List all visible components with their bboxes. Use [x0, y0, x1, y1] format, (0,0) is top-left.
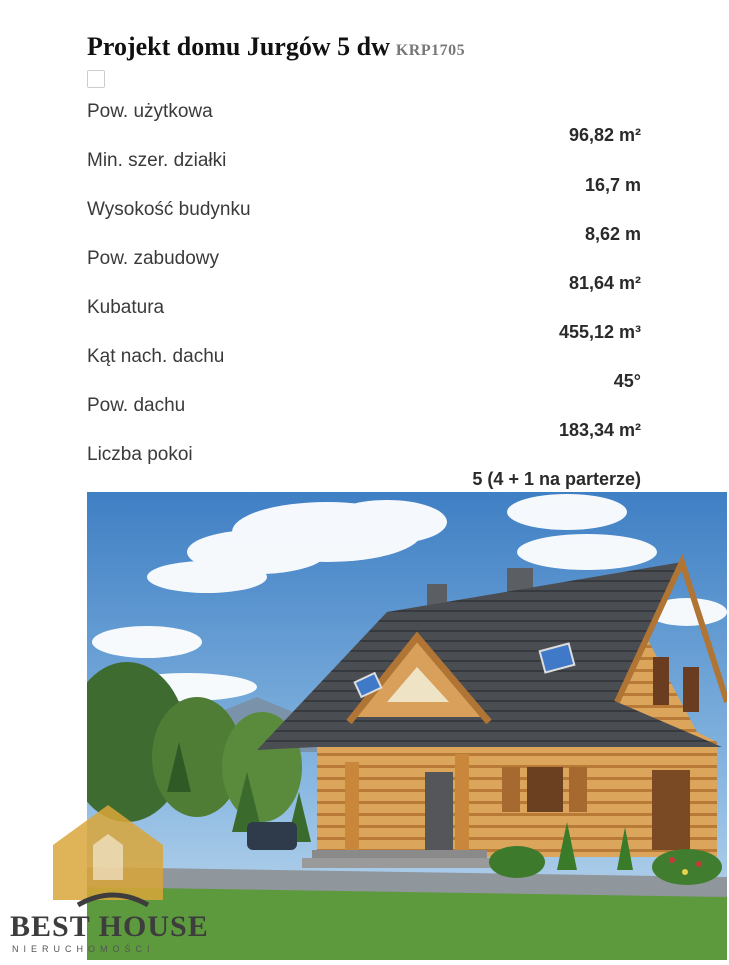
spec-value-roof-area: 183,34 m² [558, 420, 641, 440]
spec-value-building-height: 8,62 m [584, 224, 641, 244]
edit-icon [87, 70, 105, 88]
logo-name: BEST HOUSE [10, 910, 209, 943]
spec-label-roof-area: Pow. dachu [87, 395, 186, 416]
spec-label-roof-angle: Kąt nach. dachu [87, 346, 225, 367]
spec-value-built-area: 81,64 m² [568, 273, 641, 293]
project-code: KRP1705 [395, 42, 466, 59]
spec-label-rooms: Liczba pokoi [87, 444, 193, 465]
spec-label-building-height: Wysokość budynku [87, 199, 251, 220]
spec-label-usable-area: Pow. użytkowa [87, 101, 213, 122]
spec-value-usable-area: 96,82 m² [568, 125, 641, 145]
spec-label-built-area: Pow. zabudowy [87, 248, 220, 269]
spec-value-rooms: 5 (4 + 1 na parterze) [472, 469, 641, 489]
spec-value-volume: 455,12 m³ [558, 322, 641, 342]
page-title [87, 32, 465, 62]
spec-value-min-plot-width: 16,7 m [584, 175, 641, 195]
project-name: Projekt domu Jurgów 5 dw [87, 32, 390, 61]
logo-subtitle: NIERUCHOMOŚCI [12, 944, 155, 954]
spec-label-min-plot-width: Min. szer. działki [87, 150, 227, 171]
spec-value-roof-angle: 45° [613, 371, 641, 391]
spec-label-volume: Kubatura [87, 297, 165, 318]
